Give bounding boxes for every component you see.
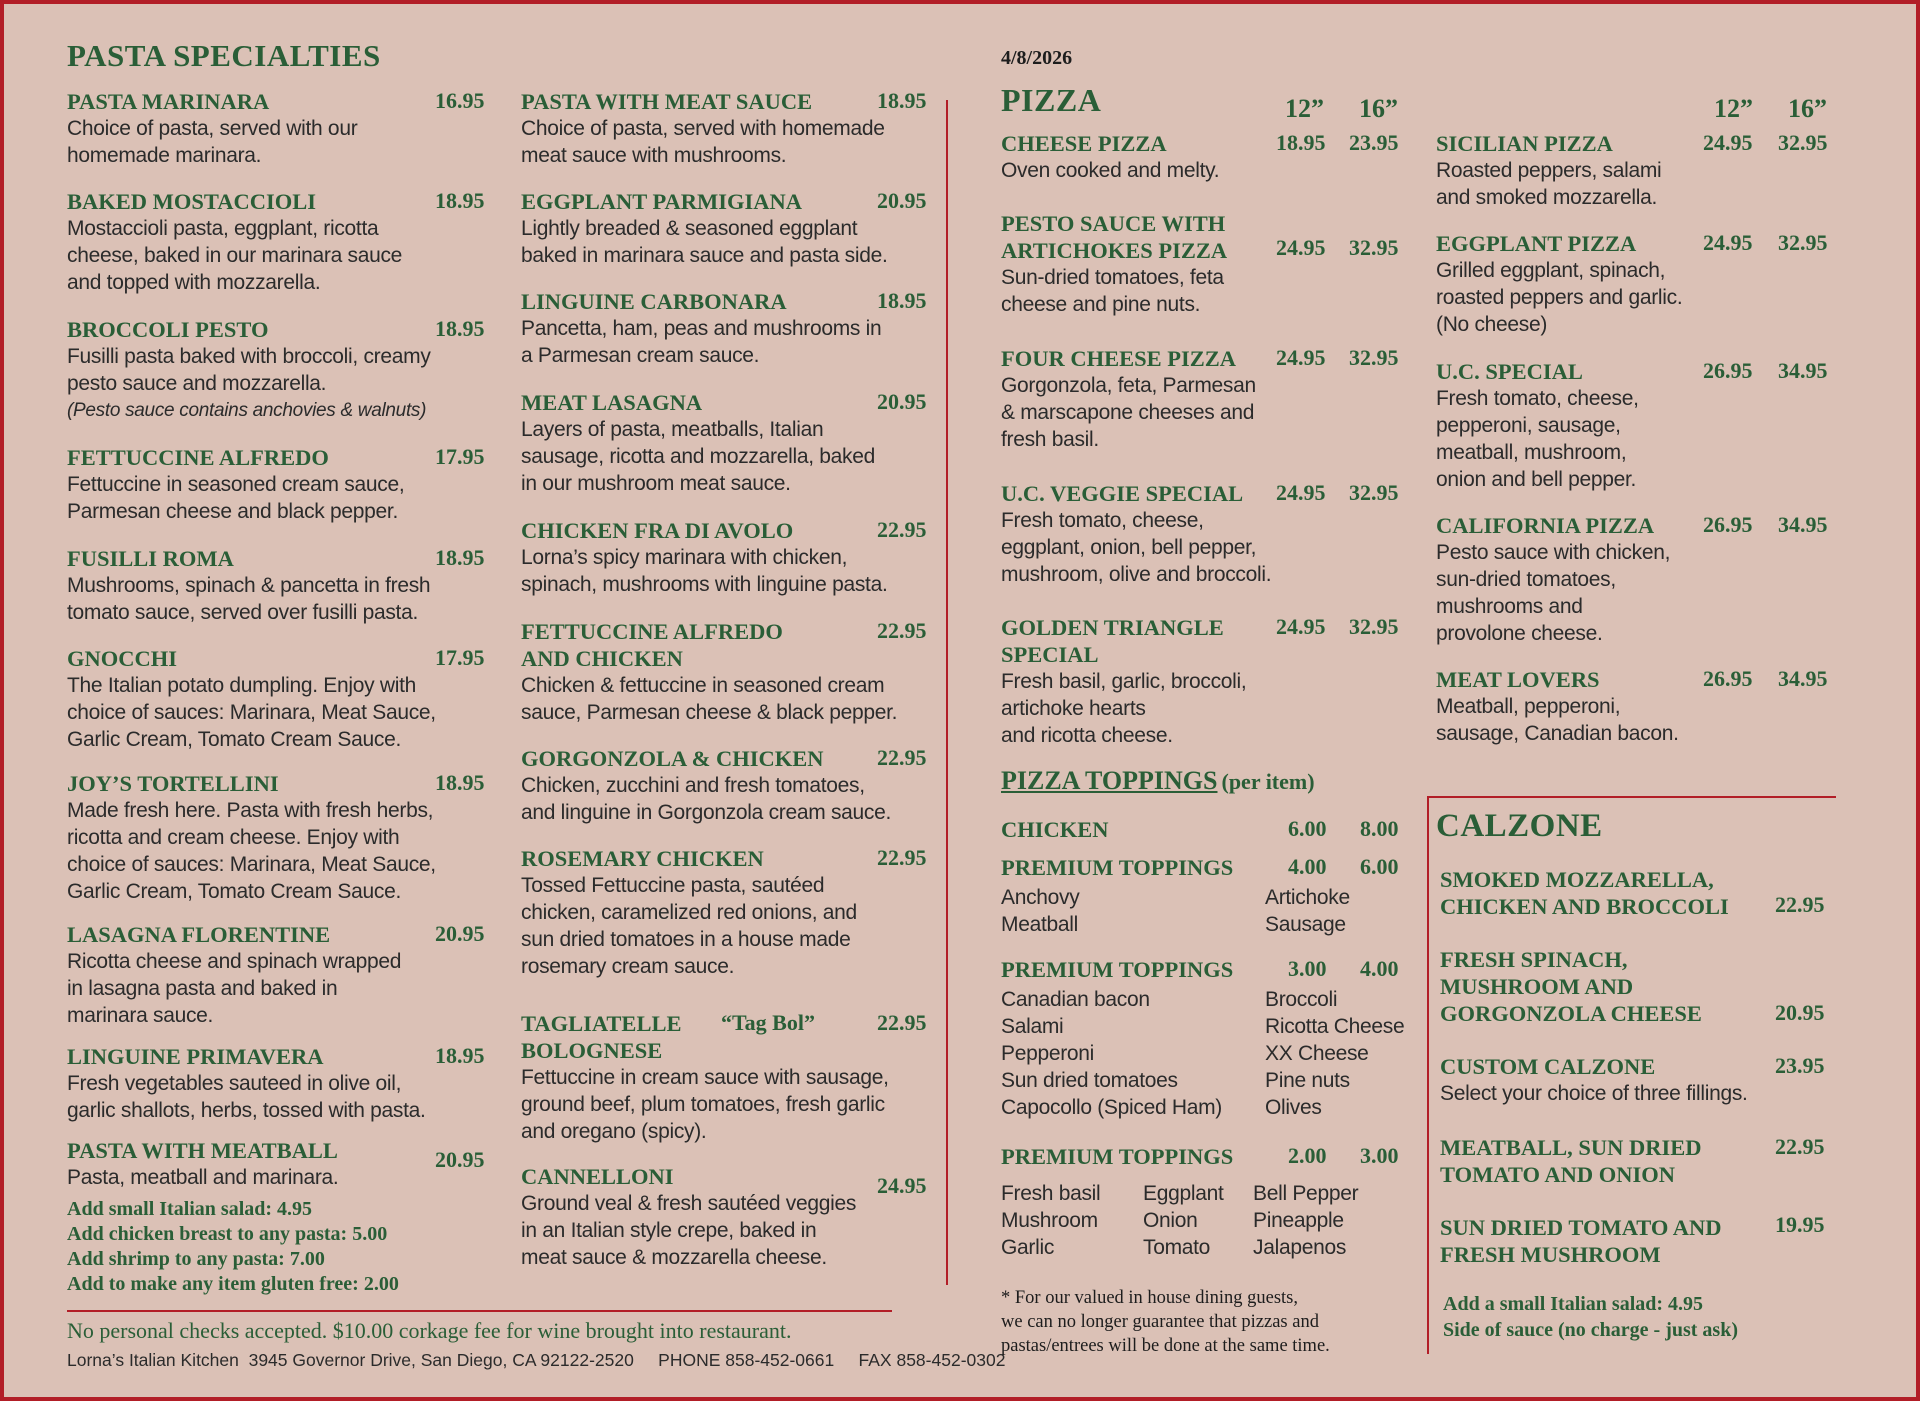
item-description: Choice of pasta, served with our homemade marinara. bbox=[67, 117, 358, 167]
menu-item bbox=[67, 545, 495, 626]
item-name: BROCCOLI PESTO bbox=[67, 317, 269, 342]
price-12: 4.00 bbox=[1288, 854, 1327, 879]
footer-divider bbox=[67, 1310, 892, 1312]
item-description: Sun-dried tomatoes, feta cheese and pine nuts. bbox=[1001, 266, 1224, 316]
item-price: 22.95 bbox=[877, 517, 927, 542]
toppings-heading bbox=[1001, 766, 1315, 796]
calzone-top-rule bbox=[1427, 796, 1836, 798]
menu-item bbox=[67, 316, 495, 424]
item-name: LINGUINE PRIMAVERA bbox=[67, 1044, 324, 1069]
menu-item bbox=[67, 444, 495, 525]
item-name: SICILIAN PIZZA bbox=[1436, 131, 1613, 156]
menu-date: 4/8/2026 bbox=[1001, 47, 1073, 69]
menu-item bbox=[67, 921, 495, 1029]
calzone-item bbox=[1440, 1134, 1770, 1188]
item-description: Made fresh here. Pasta with fresh herbs, ricotta and cream cheese. Enjoy with choice of sauces: Marinara, Meat Sauce, Garlic Cream, Tomato Cream Sauce. bbox=[67, 799, 436, 903]
item-description: Mushrooms, spinach & pancetta in fresh tomato sauce, served over fusilli pasta. bbox=[67, 574, 431, 624]
item-name: MEAT LOVERS bbox=[1436, 667, 1600, 692]
price-16: 32.95 bbox=[1349, 480, 1399, 505]
item-name: FOUR CHEESE PIZZA bbox=[1001, 346, 1237, 371]
item-price: 18.95 bbox=[435, 770, 485, 795]
item-name: LINGUINE CARBONARA bbox=[521, 289, 787, 314]
topping-tier-2 bbox=[1001, 956, 1233, 983]
calzone-section-title: CALZONE bbox=[1436, 808, 1603, 844]
calzone-addon: Side of sauce (no charge - just ask) bbox=[1443, 1319, 1738, 1341]
price-16: 32.95 bbox=[1349, 235, 1399, 260]
item-name: FRESH SPINACH, MUSHROOM AND GORGONZOLA CHEESE bbox=[1440, 947, 1702, 1026]
addon-line: Add chicken breast to any pasta: 5.00 bbox=[67, 1223, 388, 1245]
topping-list-right: Artichoke Sausage bbox=[1265, 886, 1350, 936]
price-12: 24.95 bbox=[1276, 235, 1326, 260]
price-16: 6.00 bbox=[1360, 854, 1399, 879]
item-price: 18.95 bbox=[435, 1043, 485, 1068]
item-name: CANNELLONI bbox=[521, 1164, 674, 1189]
item-description: Choice of pasta, served with homemade meat sauce with mushrooms. bbox=[521, 117, 885, 167]
item-name: PESTO SAUCE WITH ARTICHOKES PIZZA bbox=[1001, 211, 1228, 263]
item-price: 20.95 bbox=[877, 389, 927, 414]
topping-name: CHICKEN bbox=[1001, 817, 1109, 842]
item-price: 22.95 bbox=[877, 845, 927, 870]
price-16: 3.00 bbox=[1360, 1143, 1399, 1168]
item-description: Tossed Fettuccine pasta, sautéed chicken, caramelized red onions, and sun dried tomatoes in a house made rosemary cream sauce. bbox=[521, 874, 857, 978]
item-name: EGGPLANT PIZZA bbox=[1436, 231, 1637, 256]
size-12-header: 12” bbox=[1714, 94, 1753, 123]
item-name: PASTA MARINARA bbox=[67, 89, 270, 114]
calzone-item bbox=[1440, 946, 1770, 1027]
footer-address: Lorna’s Italian Kitchen 3945 Governor Drive, San Diego, CA 92122-2520 PHONE 858-452-0661 FAX 858-452-0302 bbox=[67, 1350, 1006, 1370]
item-price: 20.95 bbox=[1775, 1000, 1825, 1025]
item-price: 22.95 bbox=[1775, 892, 1825, 917]
item-price: 17.95 bbox=[435, 444, 485, 469]
topping-name: PREMIUM TOPPINGS bbox=[1001, 957, 1234, 982]
item-price: 24.95 bbox=[877, 1173, 927, 1198]
calzone-item bbox=[1440, 1053, 1770, 1107]
item-name: U.C. SPECIAL bbox=[1436, 359, 1583, 384]
item-price: 18.95 bbox=[877, 88, 927, 113]
price-12: 3.00 bbox=[1288, 956, 1327, 981]
topping-name: PREMIUM TOPPINGS bbox=[1001, 855, 1234, 880]
price-16: 34.95 bbox=[1778, 666, 1828, 691]
price-12: 18.95 bbox=[1276, 130, 1326, 155]
item-name: PASTA WITH MEAT SAUCE bbox=[521, 89, 813, 114]
item-description: Grilled eggplant, spinach, roasted peppers and garlic. (No cheese) bbox=[1436, 259, 1683, 336]
toppings-title-suffix: (per item) bbox=[1221, 769, 1315, 794]
calzone-addon: Add a small Italian salad: 4.95 bbox=[1443, 1293, 1704, 1315]
topping-chicken bbox=[1001, 816, 1109, 843]
calzone-item bbox=[1440, 866, 1770, 920]
price-16: 32.95 bbox=[1349, 345, 1399, 370]
item-name: GORGONZOLA & CHICKEN bbox=[521, 746, 824, 771]
topping-list-right: Broccoli Ricotta Cheese XX Cheese Pine nuts Olives bbox=[1265, 988, 1405, 1119]
item-description: Chicken, zucchini and fresh tomatoes, and linguine in Gorgonzola cream sauce. bbox=[521, 774, 892, 824]
item-description: Fresh basil, garlic, broccoli, artichoke hearts and ricotta cheese. bbox=[1001, 670, 1247, 747]
item-description: Ground veal & fresh sautéed veggies in an Italian style crepe, baked in meat sauce & mozzarella cheese. bbox=[521, 1192, 857, 1269]
pasta-section-title: PASTA SPECIALTIES bbox=[67, 38, 381, 73]
addon-line: Add shrimp to any pasta: 7.00 bbox=[67, 1248, 325, 1270]
item-price: 16.95 bbox=[435, 88, 485, 113]
menu-item bbox=[67, 88, 495, 169]
item-name: JOY’S TORTELLINI bbox=[67, 771, 279, 796]
price-16: 32.95 bbox=[1778, 230, 1828, 255]
item-name: LASAGNA FLORENTINE bbox=[67, 922, 331, 947]
item-name: PASTA WITH MEATBALL bbox=[67, 1138, 338, 1163]
price-16: 23.95 bbox=[1349, 130, 1399, 155]
calzone-item bbox=[1440, 1214, 1770, 1268]
item-note: (Pesto sauce contains anchovies & walnuts) bbox=[67, 400, 427, 421]
topping-list-left: Anchovy Meatball bbox=[1001, 886, 1080, 936]
topping-tier-1 bbox=[1001, 854, 1233, 881]
item-description: Lightly breaded & seasoned eggplant baked in marinara sauce and pasta side. bbox=[521, 217, 888, 267]
topping-list-a: Fresh basil Mushroom Garlic bbox=[1001, 1182, 1101, 1259]
menu-item bbox=[521, 288, 937, 369]
item-description: Fresh tomato, cheese, eggplant, onion, bell pepper, mushroom, olive and broccoli. bbox=[1001, 509, 1272, 586]
item-price: 17.95 bbox=[435, 645, 485, 670]
item-description: Roasted peppers, salami and smoked mozzarella. bbox=[1436, 159, 1662, 209]
item-price: 22.95 bbox=[877, 745, 927, 770]
item-description: Gorgonzola, feta, Parmesan & marscapone cheeses and fresh basil. bbox=[1001, 374, 1256, 451]
menu-item bbox=[521, 618, 937, 726]
item-name: TAGLIATELLE BOLOGNESE bbox=[521, 1011, 682, 1063]
menu-item bbox=[521, 517, 937, 598]
item-description: Ricotta cheese and spinach wrapped in lasagna pasta and baked in marinara sauce. bbox=[67, 950, 402, 1027]
item-description: Fresh vegetables sauteed in olive oil, garlic shallots, herbs, tossed with pasta. bbox=[67, 1072, 426, 1122]
item-description: Layers of pasta, meatballs, Italian sausage, ricotta and mozzarella, baked in our mushroom meat sauce. bbox=[521, 418, 875, 495]
item-name: U.C. VEGGIE SPECIAL bbox=[1001, 481, 1244, 506]
price-12: 24.95 bbox=[1276, 480, 1326, 505]
topping-tier-3 bbox=[1001, 1143, 1233, 1170]
menu-item bbox=[67, 770, 495, 905]
topping-list-b: Eggplant Onion Tomato bbox=[1143, 1182, 1224, 1259]
price-12: 24.95 bbox=[1703, 130, 1753, 155]
item-price: 23.95 bbox=[1775, 1053, 1825, 1078]
item-price: 22.95 bbox=[1775, 1134, 1825, 1159]
item-name: FETTUCCINE ALFREDO bbox=[67, 445, 329, 470]
dining-disclaimer: * For our valued in house dining guests, we can no longer guarantee that pizzas and pastas/entrees will be done at the same time. bbox=[1001, 1288, 1330, 1356]
item-price: 18.95 bbox=[435, 545, 485, 570]
item-price: 22.95 bbox=[877, 618, 927, 643]
item-price: 19.95 bbox=[1775, 1212, 1825, 1237]
item-description: The Italian potato dumpling. Enjoy with choice of sauces: Marinara, Meat Sauce, Garlic Cream, Tomato Cream Sauce. bbox=[67, 674, 436, 751]
topping-name: PREMIUM TOPPINGS bbox=[1001, 1144, 1234, 1169]
item-price: 18.95 bbox=[435, 316, 485, 341]
menu-item bbox=[1001, 210, 1341, 318]
item-description: Select your choice of three fillings. bbox=[1440, 1082, 1748, 1105]
item-description: Chicken & fettuccine in seasoned cream sauce, Parmesan cheese & black pepper. bbox=[521, 674, 898, 724]
menu-item bbox=[521, 389, 937, 497]
toppings-title: PIZZA TOPPINGS bbox=[1001, 766, 1218, 795]
footer-notice: No personal checks accepted. $10.00 corkage fee for wine brought into restaurant. bbox=[67, 1318, 792, 1343]
item-name: FUSILLI ROMA bbox=[67, 546, 234, 571]
menu-item bbox=[67, 188, 495, 296]
item-name: CHICKEN FRA DI AVOLO bbox=[521, 518, 794, 543]
item-description: Pancetta, ham, peas and mushrooms in a Parmesan cream sauce. bbox=[521, 317, 882, 367]
price-12: 2.00 bbox=[1288, 1143, 1327, 1168]
pizza-section-title: PIZZA bbox=[1001, 82, 1102, 118]
menu-item bbox=[521, 1163, 937, 1271]
item-name: SUN DRIED TOMATO AND FRESH MUSHROOM bbox=[1440, 1215, 1722, 1267]
item-price: 20.95 bbox=[435, 921, 485, 946]
price-16: 32.95 bbox=[1349, 614, 1399, 639]
price-12: 6.00 bbox=[1288, 816, 1327, 841]
price-16: 8.00 bbox=[1360, 816, 1399, 841]
menu-item bbox=[521, 188, 937, 269]
menu-item bbox=[521, 745, 937, 826]
size-16-header: 16” bbox=[1788, 94, 1827, 123]
item-price: 18.95 bbox=[435, 188, 485, 213]
price-12: 26.95 bbox=[1703, 512, 1753, 537]
item-name: CALIFORNIA PIZZA bbox=[1436, 513, 1655, 538]
item-name: CHEESE PIZZA bbox=[1001, 131, 1167, 156]
item-description: Fusilli pasta baked with broccoli, creamy pesto sauce and mozzarella. bbox=[67, 345, 431, 395]
price-12: 26.95 bbox=[1703, 666, 1753, 691]
price-16: 34.95 bbox=[1778, 512, 1828, 537]
price-12: 24.95 bbox=[1276, 614, 1326, 639]
menu-item bbox=[521, 88, 937, 169]
item-description: Meatball, pepperoni, sausage, Canadian bacon. bbox=[1436, 695, 1679, 745]
item-price: 20.95 bbox=[435, 1147, 485, 1172]
item-price: 20.95 bbox=[877, 188, 927, 213]
topping-list-left: Canadian bacon Salami Pepperoni Sun dried tomatoes Capocollo (Spiced Ham) bbox=[1001, 988, 1222, 1119]
calzone-divider bbox=[1427, 797, 1429, 1354]
item-name: GNOCCHI bbox=[67, 646, 178, 671]
column-divider bbox=[946, 100, 948, 1285]
price-16: 4.00 bbox=[1360, 956, 1399, 981]
menu-item bbox=[67, 1043, 495, 1124]
item-price: 18.95 bbox=[877, 288, 927, 313]
size-16-header: 16” bbox=[1359, 94, 1398, 123]
menu-item bbox=[67, 645, 495, 753]
item-name: GOLDEN TRIANGLE SPECIAL bbox=[1001, 615, 1224, 667]
price-16: 34.95 bbox=[1778, 358, 1828, 383]
item-price: 22.95 bbox=[877, 1010, 927, 1035]
addon-line: Add small Italian salad: 4.95 bbox=[67, 1198, 313, 1220]
item-name: MEATBALL, SUN DRIED TOMATO AND ONION bbox=[1440, 1135, 1702, 1187]
item-description: Fettuccine in seasoned cream sauce, Parmesan cheese and black pepper. bbox=[67, 473, 405, 523]
item-description: Fresh tomato, cheese, pepperoni, sausage, meatball, mushroom, onion and bell pepper. bbox=[1436, 387, 1639, 491]
item-description: Pasta, meatball and marinara. bbox=[67, 1166, 339, 1189]
item-description: Lorna’s spicy marinara with chicken, spinach, mushrooms with linguine pasta. bbox=[521, 546, 888, 596]
topping-list-c: Bell Pepper Pineapple Jalapenos bbox=[1253, 1182, 1359, 1259]
item-name: BAKED MOSTACCIOLI bbox=[67, 189, 316, 214]
item-name: ROSEMARY CHICKEN bbox=[521, 846, 764, 871]
menu-item bbox=[521, 845, 937, 980]
item-name: MEAT LASAGNA bbox=[521, 390, 703, 415]
price-12: 24.95 bbox=[1276, 345, 1326, 370]
menu-item bbox=[67, 1137, 495, 1191]
item-description: Pesto sauce with chicken, sun-dried tomatoes, mushrooms and provolone cheese. bbox=[1436, 541, 1671, 645]
item-name: CUSTOM CALZONE bbox=[1440, 1054, 1656, 1079]
item-description: Oven cooked and melty. bbox=[1001, 159, 1220, 182]
price-12: 26.95 bbox=[1703, 358, 1753, 383]
price-12: 24.95 bbox=[1703, 230, 1753, 255]
item-description: Mostaccioli pasta, eggplant, ricotta cheese, baked in our marinara sauce and topped with mozzarella. bbox=[67, 217, 403, 294]
size-12-header: 12” bbox=[1285, 94, 1324, 123]
item-name: SMOKED MOZZARELLA, CHICKEN AND BROCCOLI bbox=[1440, 867, 1729, 919]
price-16: 32.95 bbox=[1778, 130, 1828, 155]
item-description: Fettuccine in cream sauce with sausage, ground beef, plum tomatoes, fresh garlic and oregano (spicy). bbox=[521, 1066, 889, 1143]
item-nickname: “Tag Bol” bbox=[721, 1010, 815, 1035]
addon-line: Add to make any item gluten free: 2.00 bbox=[67, 1273, 399, 1295]
item-name: EGGPLANT PARMIGIANA bbox=[521, 189, 803, 214]
item-name: FETTUCCINE ALFREDO AND CHICKEN bbox=[521, 619, 783, 671]
